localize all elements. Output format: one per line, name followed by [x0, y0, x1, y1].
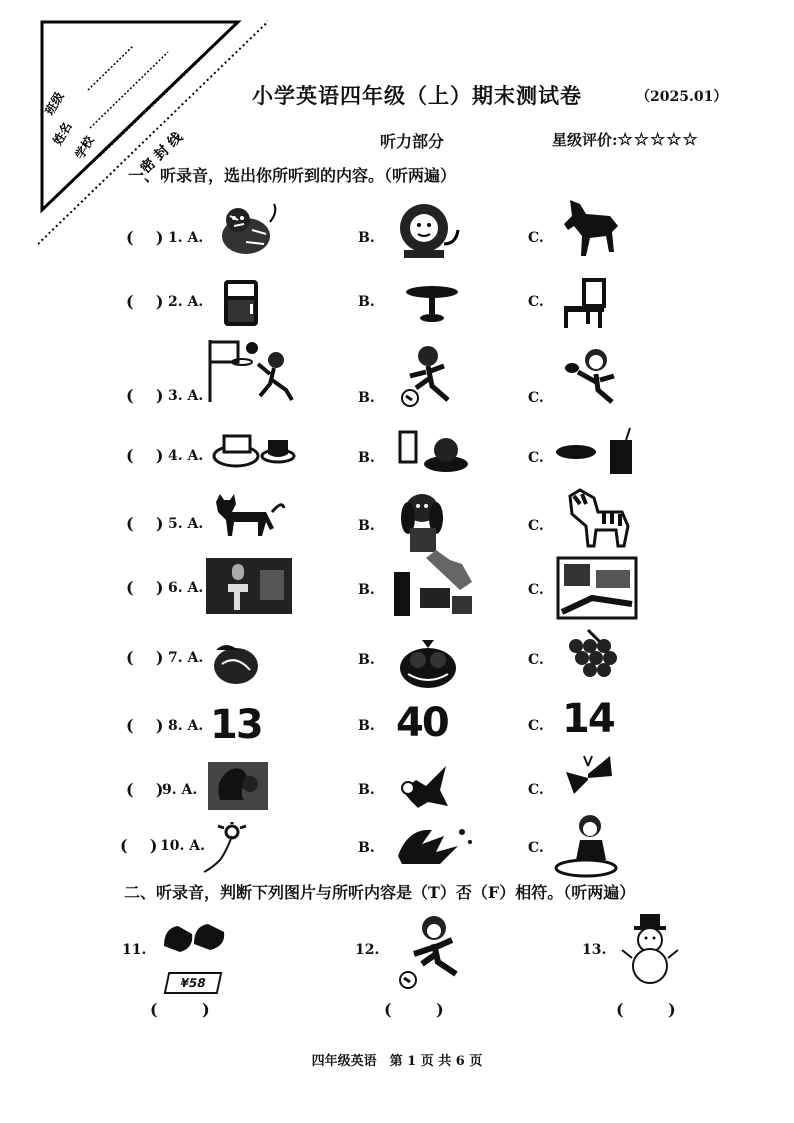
question-number: 5. A. [168, 516, 204, 532]
boy-sitting-icon [550, 812, 620, 878]
answer-blank[interactable]: ( ) [126, 716, 164, 735]
option-c-label: C. [528, 450, 544, 466]
living-room-icon [556, 556, 638, 620]
option-c-label: C. [528, 782, 544, 798]
answer-blank[interactable]: ( ) [126, 514, 164, 533]
option-b-label: B. [358, 718, 375, 734]
question-number: 7. A. [168, 650, 204, 666]
option-b-label: B. [358, 582, 375, 598]
question-number: 3. A. [168, 388, 204, 404]
leaves-icon [392, 822, 478, 866]
item-number: 11. [122, 942, 147, 958]
page-footer: 四年级英语 第 1 页 共 6 页 [311, 1054, 483, 1069]
tiger-icon [216, 202, 280, 258]
cat-icon [210, 492, 286, 540]
answer-blank[interactable]: ( ) [120, 836, 158, 855]
butterfly-icon [560, 752, 616, 802]
milk-cake-icon [396, 428, 470, 474]
rating-label: 星级评价: [552, 131, 618, 149]
question-number: 8. A. [168, 718, 204, 734]
answer-blank[interactable]: ( ) [126, 578, 164, 597]
number-picture-c: 14 [562, 696, 614, 742]
option-c-label: C. [528, 840, 544, 856]
dog-icon [392, 488, 454, 556]
answer-blank[interactable]: ( ) [616, 1000, 676, 1019]
chair-icon [560, 278, 610, 330]
answer-blank[interactable]: ( ) [150, 1000, 210, 1019]
snowman-icon [618, 912, 682, 984]
answer-blank[interactable]: ( ) [384, 1000, 444, 1019]
option-c-label: C. [528, 718, 544, 734]
name-label: 姓名 [50, 119, 75, 148]
pie-juice-icon [554, 426, 640, 476]
option-b-label: B. [358, 840, 375, 856]
question-number: 10. A. [160, 838, 205, 854]
flower-icon [202, 822, 260, 874]
option-c-label: C. [528, 582, 544, 598]
strawberry-icon [396, 634, 462, 692]
lion-icon [394, 200, 464, 260]
bedroom-icon [390, 548, 480, 620]
option-c-label: C. [528, 230, 544, 246]
seal-text: 密 封 线 [137, 129, 187, 177]
option-b-label: B. [358, 782, 375, 798]
option-c-label: C. [528, 518, 544, 534]
option-c-label: C. [528, 294, 544, 310]
number-picture-b: 40 [396, 700, 448, 746]
peach-icon [208, 638, 264, 688]
item-number: 12. [355, 942, 380, 958]
answer-blank[interactable]: ( ) [126, 386, 164, 405]
answer-blank[interactable]: ( ) [126, 780, 164, 799]
option-c-label: C. [528, 652, 544, 668]
football-boy-icon [398, 344, 468, 408]
question-number: 4. A. [168, 448, 204, 464]
answer-blank[interactable]: ( ) [126, 292, 164, 311]
bread-tea-icon [212, 426, 296, 470]
horse-icon [556, 194, 626, 262]
zebra-icon [560, 486, 634, 548]
basketball-boy-icon [206, 338, 296, 404]
item-number: 13. [582, 942, 607, 958]
rating-stars: ☆☆☆☆☆ [617, 130, 699, 150]
section1-heading: 一、听录音，选出你所听到的内容。（听两遍） [128, 166, 457, 185]
option-b-label: B. [358, 518, 375, 534]
option-c-label: C. [528, 390, 544, 406]
grapes-icon [562, 628, 626, 684]
class-label: 班级 [42, 89, 67, 118]
fridge-icon [220, 278, 264, 328]
shoes-icon [160, 922, 228, 958]
option-b-label: B. [358, 450, 375, 466]
question-number: 2. A. [168, 294, 204, 310]
answer-blank[interactable]: ( ) [126, 446, 164, 465]
table-icon [404, 284, 460, 324]
question-number: 6. A. [168, 580, 204, 596]
question-number: 1. A. [168, 230, 204, 246]
option-b-label: B. [358, 294, 375, 310]
option-b-label: B. [358, 652, 375, 668]
answer-blank[interactable]: ( ) [126, 228, 164, 247]
question-number: 9. A. [162, 782, 198, 798]
answer-blank[interactable]: ( ) [126, 648, 164, 667]
option-b-label: B. [358, 390, 375, 406]
ping-pong-boy-icon [560, 346, 636, 406]
football-boy-icon [396, 914, 466, 992]
number-picture-a: 13 [210, 702, 262, 748]
school-label: 学校 [72, 133, 97, 162]
option-b-label: B. [358, 230, 375, 246]
star-rating [552, 129, 699, 150]
section-subtitle: 听力部分 [380, 132, 445, 151]
squirrel-icon [206, 760, 270, 812]
section2-heading: 二、听录音，判断下列图片与所听内容是（T）否（F）相符。（听两遍） [124, 883, 636, 902]
bird-icon [392, 760, 452, 810]
page-title: 小学英语四年级（上）期末测试卷 [252, 83, 582, 108]
bathroom-icon [204, 556, 294, 616]
price-tag: ¥58 [164, 972, 223, 994]
exam-date: （2025.01） [636, 89, 728, 105]
